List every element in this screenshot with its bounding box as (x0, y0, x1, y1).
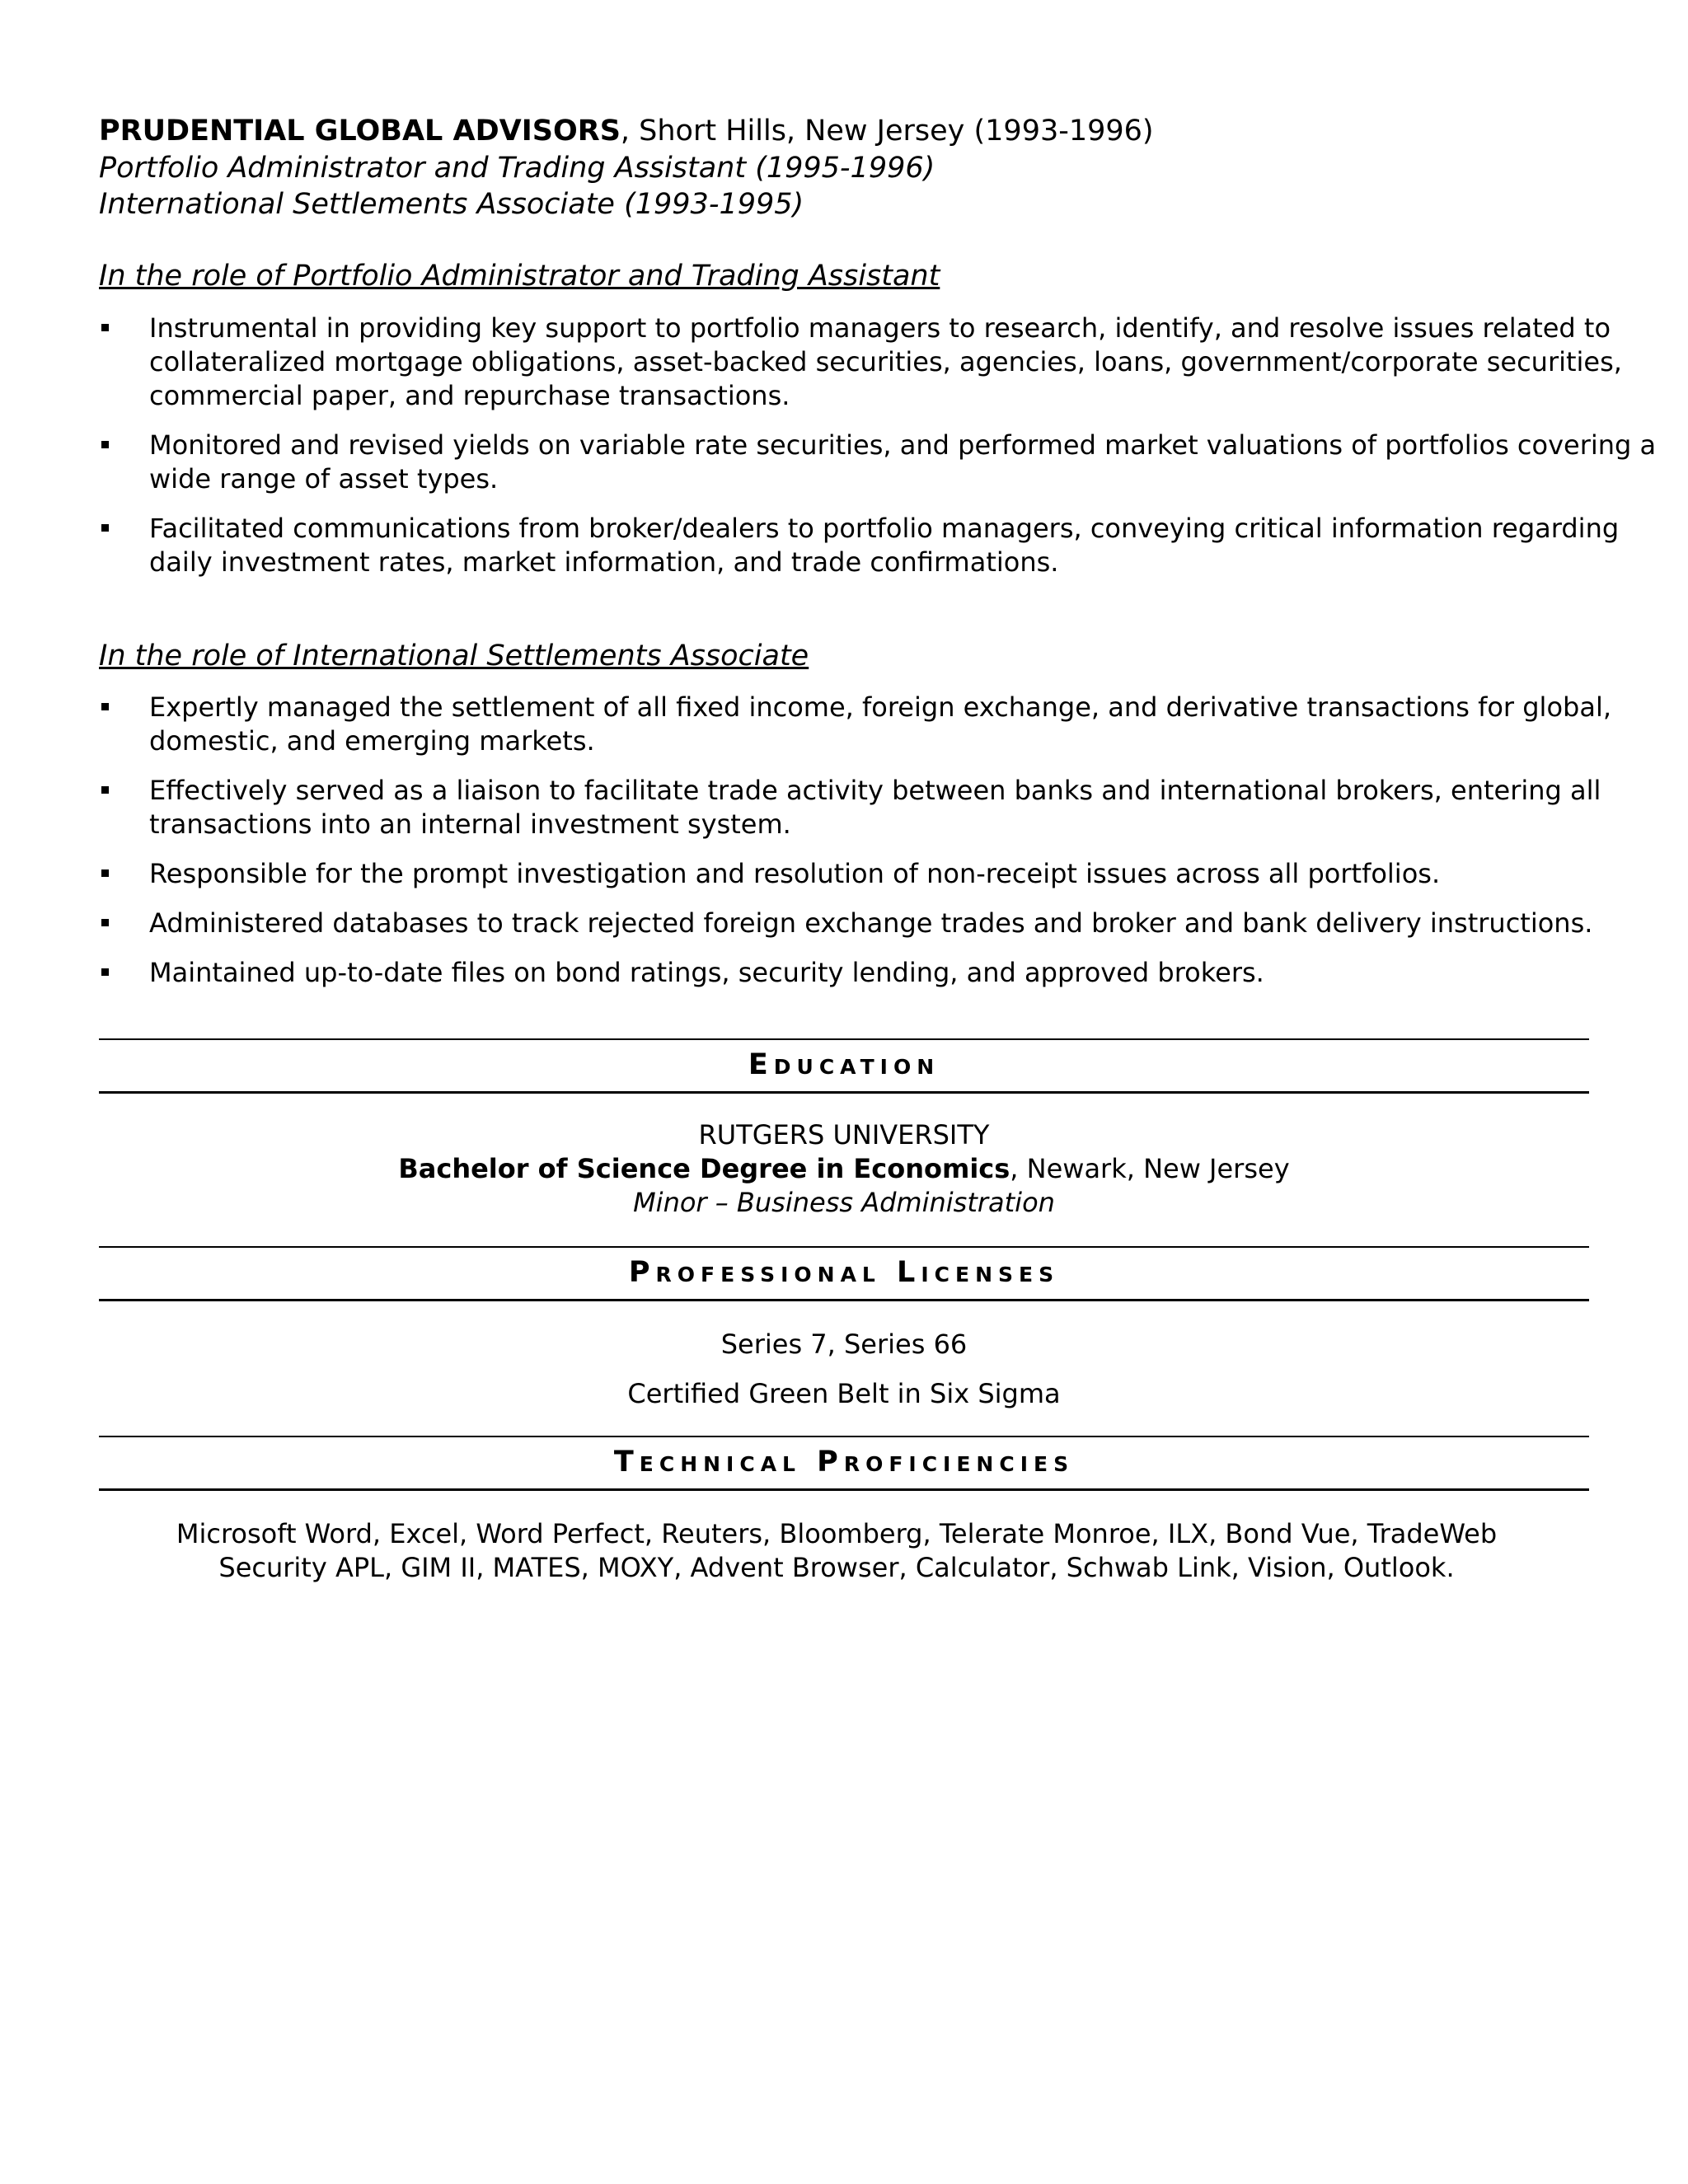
bullet-square-icon (101, 869, 109, 877)
school-name: RUTGERS UNIVERSITY (698, 1119, 990, 1151)
bullet-square-icon (101, 968, 109, 976)
bullet-item: Administered databases to track rejected foreign exchange trades and broker and bank delivery instructions. (99, 907, 1658, 940)
technical-line: Security APL, GIM II, MATES, MOXY, Advent Browser, Calculator, Schwab Link, Vision, Outlook. (218, 1552, 1455, 1583)
resume-content (99, 112, 1657, 1585)
technical-line: Microsoft Word, Excel, Word Perfect, Reuters, Bloomberg, Telerate Monroe, ILX, Bond Vue, TradeWeb (176, 1518, 1498, 1549)
degree-line (99, 1152, 1589, 1186)
technical-block (99, 1517, 1574, 1585)
employer-location: , Short Hills, New Jersey (1993-1996) (620, 115, 1154, 148)
employer-line (99, 112, 1589, 150)
license-item: Certified Green Belt in Six Sigma (627, 1378, 1061, 1409)
bullet-item: Expertly managed the settlement of all fixed income, foreign exchange, and derivative transactions for global, domestic, and emerging markets. (99, 691, 1658, 758)
bullet-square-icon (101, 919, 109, 926)
section-heading-education: Education (99, 1040, 1589, 1094)
bullet-item: Maintained up-to-date files on bond ratings, security lending, and approved brokers. (99, 956, 1658, 990)
section-heading-licenses: Professional Licenses (99, 1248, 1589, 1301)
degree-name: Bachelor of Science Degree in Economics (398, 1153, 1010, 1184)
license-item: Series 7, Series 66 (720, 1329, 968, 1360)
job-title: Portfolio Administrator and Trading Assistant (1995-1996) (99, 152, 935, 185)
licenses-block (99, 1328, 1589, 1411)
bullet-square-icon (101, 703, 109, 710)
bullet-square-icon (101, 324, 109, 331)
bullet-list (99, 312, 1657, 579)
bullet-item: Instrumental in providing key support to portfolio managers to research, identify, and resolve issues related to collateralized mortgage obligations, asset-backed securities, agencies, loans, government/corporate securities, commercial paper, and repurchase transactions. (99, 312, 1658, 413)
degree-location: , Newark, New Jersey (1010, 1153, 1290, 1184)
job-title: International Settlements Associate (1993-1995) (99, 188, 804, 221)
minor-line: Minor – Business Administration (633, 1187, 1055, 1218)
bullet-item: Responsible for the prompt investigation and resolution of non-receipt issues across all portfolios. (99, 857, 1658, 891)
role-heading: In the role of International Settlements Associate (99, 640, 809, 673)
bullet-item: Monitored and revised yields on variable rate securities, and performed market valuations of portfolios covering a wide range of asset types. (99, 429, 1658, 496)
section-heading-technical: Technical Proficiencies (99, 1437, 1589, 1491)
employer-name: PRUDENTIAL GLOBAL ADVISORS (99, 115, 621, 148)
bullet-square-icon (101, 441, 109, 448)
bullet-list (99, 691, 1611, 990)
bullet-square-icon (101, 786, 109, 794)
bullet-item: Facilitated communications from broker/dealers to portfolio managers, conveying critical information regarding daily investment rates, market information, and trade confirmations. (99, 512, 1658, 579)
bullet-square-icon (101, 524, 109, 532)
education-block (99, 1118, 1589, 1220)
role-heading: In the role of Portfolio Administrator and Trading Assistant (99, 260, 940, 293)
bullet-item: Effectively served as a liaison to facilitate trade activity between banks and international brokers, entering all transactions into an internal investment system. (99, 774, 1658, 841)
